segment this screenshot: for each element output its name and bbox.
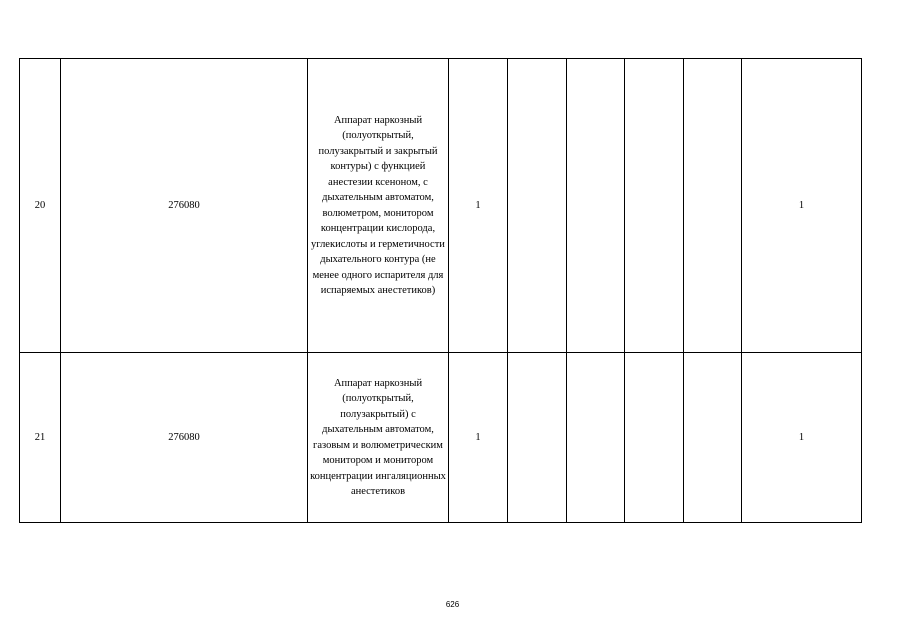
table-row xyxy=(20,59,862,353)
code-cell: 276080 xyxy=(61,353,308,523)
quantity-cell: 1 xyxy=(449,353,508,523)
row-number-cell: 20 xyxy=(20,59,61,353)
total-cell: 1 xyxy=(742,59,862,353)
row-number-cell: 21 xyxy=(20,353,61,523)
equipment-table xyxy=(19,58,862,523)
equipment-name-cell: Аппарат наркозный (полуоткрытый, полузакрытый) с дыхательным автоматом, газовым и волюметрическим монитором и монитором концентрации ингаляционных анестетиков xyxy=(308,353,449,523)
empty-cell xyxy=(684,353,742,523)
code-cell: 276080 xyxy=(61,59,308,353)
quantity-cell: 1 xyxy=(449,59,508,353)
total-cell: 1 xyxy=(742,353,862,523)
empty-cell xyxy=(625,59,684,353)
empty-cell xyxy=(567,59,625,353)
empty-cell xyxy=(684,59,742,353)
table-row xyxy=(20,353,862,523)
empty-cell xyxy=(508,59,567,353)
empty-cell xyxy=(567,353,625,523)
empty-cell xyxy=(508,353,567,523)
equipment-name-cell: Аппарат наркозный (полуоткрытый, полузакрытый и закрытый контуры) с функцией анестезии ксеноном, с дыхательным автоматом, волюметром, монитором концентрации кислорода, углекислоты и герметичности дыхательного контура (не менее одного испарителя для испаряемых анестетиков) xyxy=(308,59,449,353)
empty-cell xyxy=(625,353,684,523)
page-number: 626 xyxy=(445,600,460,609)
